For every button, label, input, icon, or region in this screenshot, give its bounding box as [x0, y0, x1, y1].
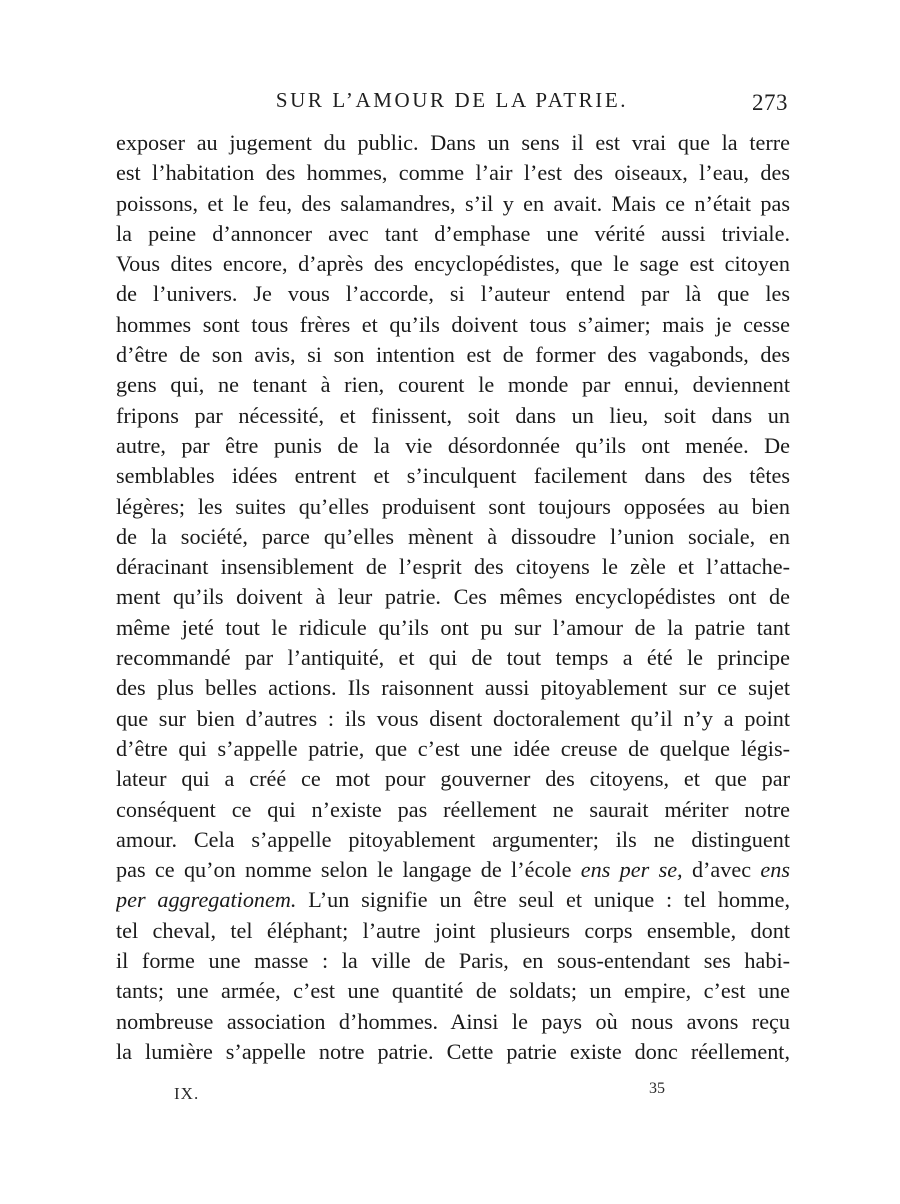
- text-line: de la société, parce qu’elles mènent à dissoudre l’union sociale, en: [116, 523, 790, 549]
- running-head: [116, 88, 788, 122]
- text-line: exposer au jugement du public. Dans un sens il est vrai que la terre: [116, 130, 790, 155]
- text-line: tel cheval, tel éléphant; l’autre joint plusieurs corps ensemble, dont: [116, 917, 790, 943]
- text-line: d’être qui s’appelle patrie, que c’est une idée creuse de quelque légis-: [116, 735, 790, 761]
- page-footer: [116, 1080, 790, 1106]
- text-line: conséquent ce qui n’existe pas réellement ne saurait mériter notre: [116, 796, 790, 822]
- sheet-number: 35: [649, 1080, 665, 1097]
- text-line: la peine d’annoncer avec tant d’emphase une vérité aussi triviale.: [116, 220, 790, 246]
- text-line: fripons par nécessité, et finissent, soit dans un lieu, soit dans un: [116, 402, 790, 428]
- body-text: [116, 128, 790, 1067]
- text-line: nombreuse association d’hommes. Ainsi le pays où nous avons reçu: [116, 1008, 790, 1034]
- text-line: de l’univers. Je vous l’accorde, si l’auteur entend par là que les: [116, 281, 790, 307]
- text-line-with-italic: [116, 855, 790, 885]
- text-line: d’être de son avis, si son intention est de former des vagabonds, des: [116, 342, 790, 368]
- text-run: d’avec: [682, 857, 761, 883]
- text-line: amour. Cela s’appelle pitoyablement argumenter; ils ne distinguent: [116, 826, 790, 852]
- text-line: tants; une armée, c’est une quantité de soldats; un empire, c’est une: [116, 978, 790, 1004]
- volume-signature: IX.: [174, 1084, 200, 1103]
- text-run: pas ce qu’on nomme selon le langage de l’école: [116, 857, 581, 883]
- latin-term: ens: [760, 857, 790, 883]
- text-line-with-italic: [116, 885, 790, 915]
- text-line: légères; les suites qu’elles produisent sont toujours opposées au bien: [116, 493, 790, 519]
- text-line: la lumière s’appelle notre patrie. Cette patrie existe donc réellement,: [116, 1038, 790, 1064]
- text-line: gens qui, ne tenant à rien, courent le monde par ennui, deviennent: [116, 372, 790, 398]
- text-line: ment qu’ils doivent à leur patrie. Ces mêmes encyclopédistes ont de: [116, 584, 790, 610]
- text-line: poissons, et le feu, des salamandres, s’il y en avait. Mais ce n’était pas: [116, 190, 790, 216]
- latin-term: per aggregationem.: [116, 887, 297, 913]
- text-line: recommandé par l’antiquité, et qui de tout temps a été le principe: [116, 645, 790, 671]
- text-line: Vous dites encore, d’après des encyclopédistes, que le sage est citoyen: [116, 251, 790, 277]
- running-title: SUR L’AMOUR DE LA PATRIE.: [275, 88, 629, 112]
- text-line: lateur qui a créé ce mot pour gouverner des citoyens, et que par: [116, 766, 790, 792]
- text-line: il forme une masse : la ville de Paris, en sous-entendant ses habi-: [116, 948, 790, 974]
- page-number: 273: [752, 90, 788, 115]
- text-line: que sur bien d’autres : ils vous disent doctoralement qu’il n’y a point: [116, 705, 790, 731]
- text-run: L’un signifie un être seul et unique : tel homme,: [296, 887, 790, 913]
- text-line: déracinant insensiblement de l’esprit des citoyens le zèle et l’attache-: [116, 554, 790, 580]
- text-line: autre, par être punis de la vie désordonnée qu’ils ont menée. De: [116, 432, 790, 458]
- text-line: même jeté tout le ridicule qu’ils ont pu sur l’amour de la patrie tant: [116, 614, 790, 640]
- latin-term: ens per se,: [580, 857, 683, 883]
- text-line: semblables idées entrent et s’inculquent facilement dans des têtes: [116, 463, 790, 489]
- text-line: est l’habitation des hommes, comme l’air l’est des oiseaux, l’eau, des: [116, 160, 790, 186]
- text-line: des plus belles actions. Ils raisonnent aussi pitoyablement sur ce sujet: [116, 675, 790, 701]
- text-line: hommes sont tous frères et qu’ils doivent tous s’aimer; mais je cesse: [116, 311, 790, 337]
